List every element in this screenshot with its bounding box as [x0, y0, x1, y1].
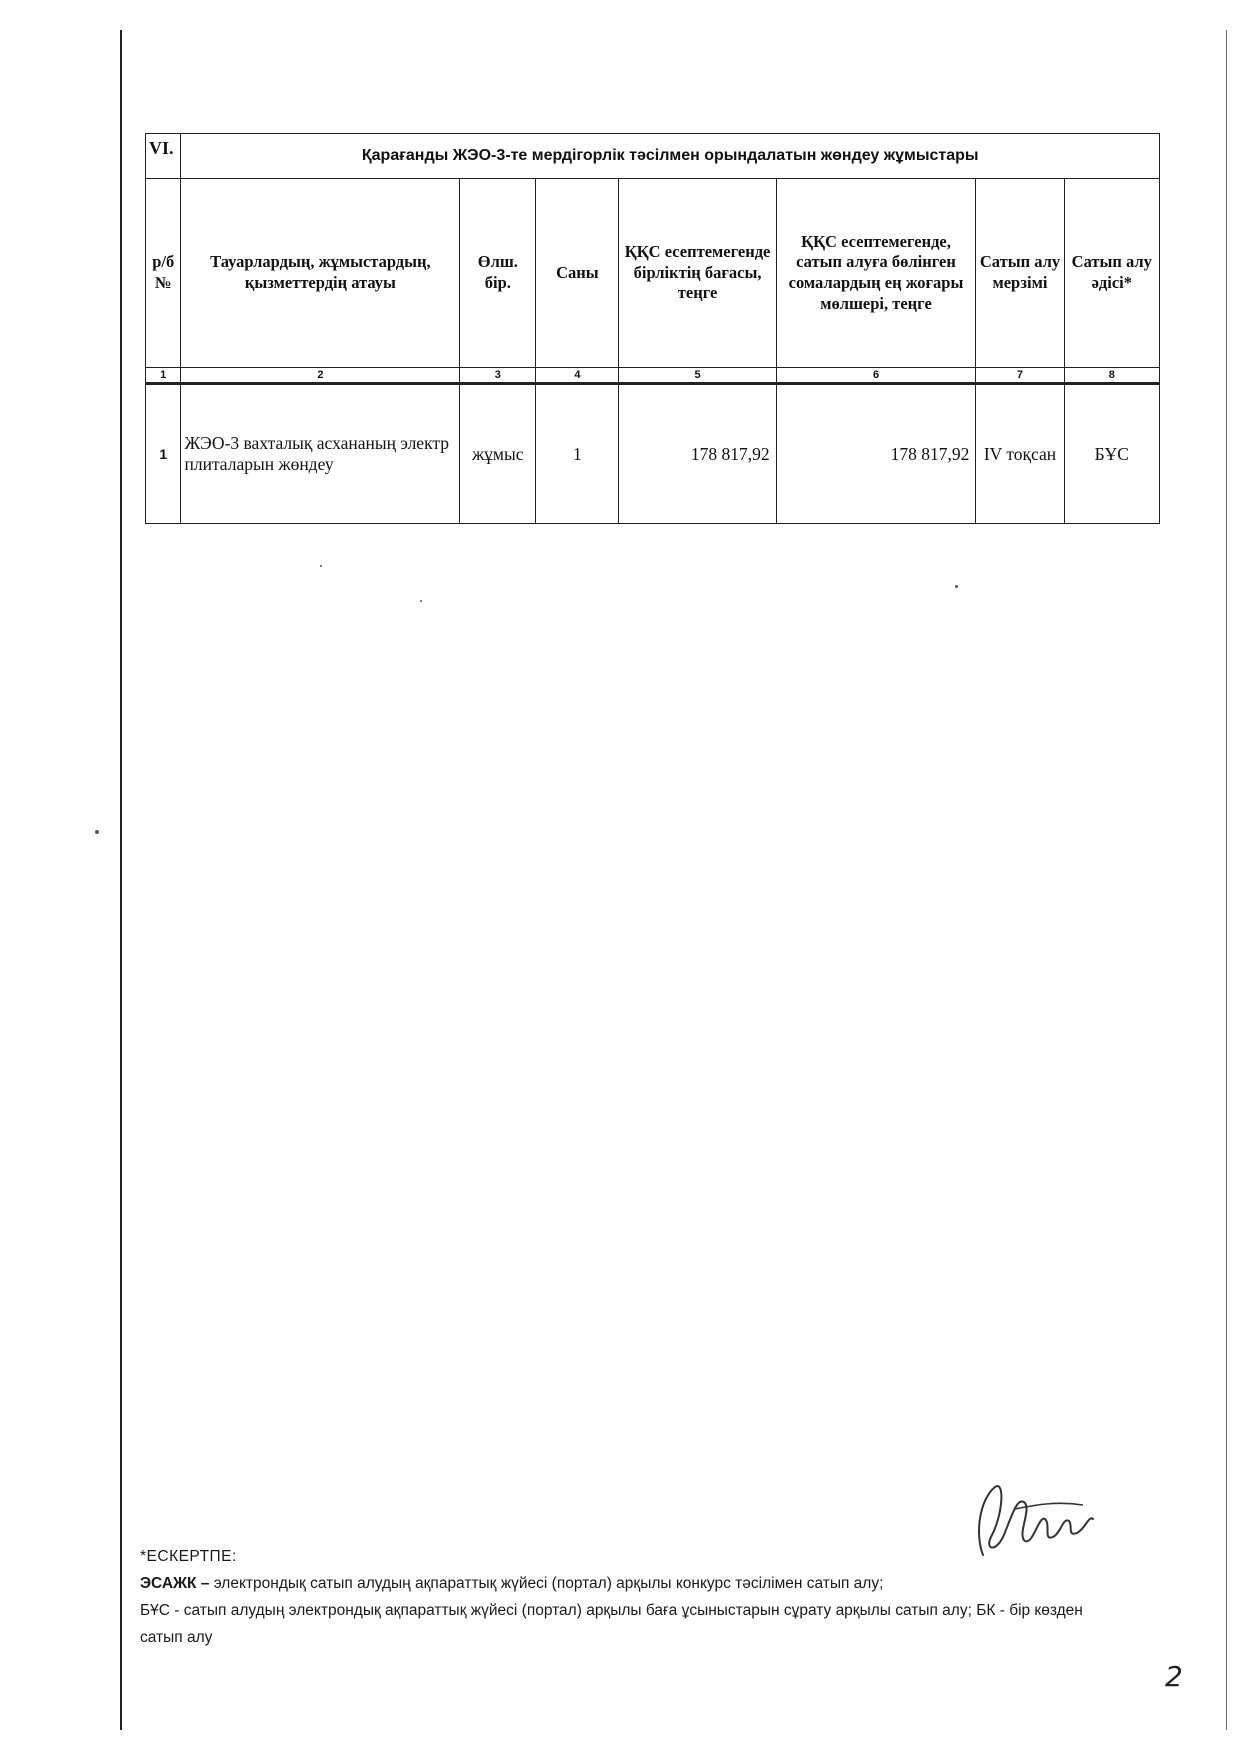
col-header-no: р/б №	[146, 179, 181, 368]
col-number: 4	[536, 368, 619, 384]
col-header-name: Тауарлардың, жұмыстардың, қызметтердің атауы	[181, 179, 460, 368]
row-unit-price: 178 817,92	[619, 384, 776, 524]
col-number: 7	[976, 368, 1064, 384]
col-header-qty: Саны	[536, 179, 619, 368]
scan-edge-left	[120, 30, 122, 1730]
footnote	[140, 1543, 1100, 1651]
col-header-total: ҚҚС есептемегенде, сатып алуға бөлінген сомалардың ең жоғары мөлшері, теңге	[776, 179, 976, 368]
page-number: 2	[1165, 1660, 1183, 1693]
table-header	[146, 179, 1160, 368]
col-header-period: Сатып алу мерзімі	[976, 179, 1064, 368]
col-header-unit-price: ҚҚС есептемегенде бірліктің бағасы, теңге	[619, 179, 776, 368]
row-method: БҰС	[1064, 384, 1159, 524]
footnote-heading: *ЕСКЕРТПЕ:	[140, 1548, 237, 1565]
col-number: 8	[1064, 368, 1159, 384]
col-header-method: Сатып алу әдісі*	[1064, 179, 1159, 368]
column-number-row	[146, 368, 1160, 384]
row-period: IV тоқсан	[976, 384, 1064, 524]
section-title: Қарағанды ЖЭО-3-те мердігорлік тәсілмен орындалатын жөндеу жұмыстары	[181, 134, 1160, 179]
scan-speck	[420, 600, 422, 602]
footnote-line-bus: БҰС - сатып алудың электрондық ақпараттық жүйесі (портал) арқылы баға ұсыныстарын сұрату арқылы сатып алу; БК - бір көзден сатып алу	[140, 1602, 1083, 1646]
row-no: 1	[146, 384, 181, 524]
row-name: ЖЭО-3 вахталық асхананың электр плиталарын жөндеу	[181, 384, 460, 524]
scan-speck	[95, 830, 99, 834]
row-qty: 1	[536, 384, 619, 524]
table-row	[146, 384, 1160, 524]
col-number: 2	[181, 368, 460, 384]
col-number: 3	[460, 368, 536, 384]
row-unit: жұмыс	[460, 384, 536, 524]
col-number: 5	[619, 368, 776, 384]
footnote-term: ЭСАЖК –	[140, 1575, 210, 1592]
col-number: 1	[146, 368, 181, 384]
scan-edge-right	[1226, 30, 1227, 1730]
col-header-unit: Өлш. бір.	[460, 179, 536, 368]
footnote-line-esazhk	[140, 1570, 1100, 1597]
footnote-definition: электрондық сатып алудың ақпараттық жүйесі (портал) арқылы конкурс тәсілімен сатып алу;	[209, 1575, 884, 1592]
row-total: 178 817,92	[776, 384, 976, 524]
scan-speck	[955, 585, 958, 588]
procurement-table	[145, 133, 1160, 524]
section-number: VI.	[146, 134, 181, 179]
col-number: 6	[776, 368, 976, 384]
scan-speck	[320, 565, 322, 567]
